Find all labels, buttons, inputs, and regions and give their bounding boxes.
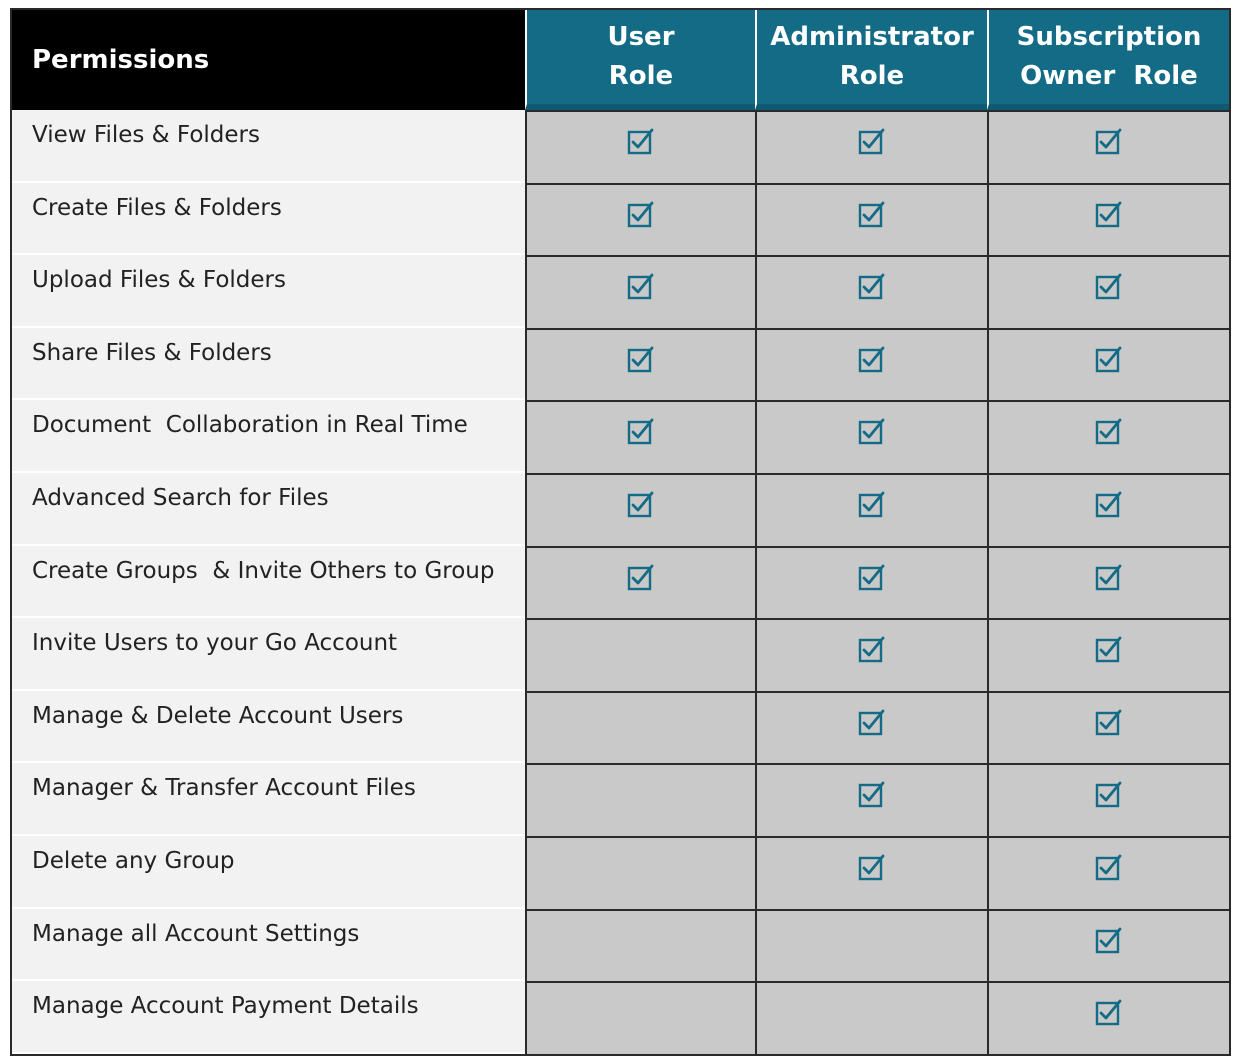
administrator-role-header-line1: Administrator: [770, 22, 974, 52]
user-role-cell: [525, 255, 755, 328]
permission-label: Share Files & Folders: [12, 328, 525, 401]
checked-box-icon: [627, 272, 655, 300]
permission-label: Document Collaboration in Real Time: [12, 400, 525, 473]
owner-role-cell: [987, 255, 1229, 328]
admin-role-cell: [755, 618, 987, 691]
checked-box-icon: [627, 417, 655, 445]
checked-box-icon: [627, 200, 655, 228]
checked-box-icon: [858, 272, 886, 300]
checked-box-icon: [1095, 417, 1123, 445]
user-role-header-line1: User: [607, 22, 675, 52]
permission-label: Delete any Group: [12, 836, 525, 909]
admin-role-cell: [755, 981, 987, 1054]
owner-role-cell: [987, 909, 1229, 982]
owner-role-cell: [987, 183, 1229, 256]
checked-box-icon: [1095, 563, 1123, 591]
permission-label: View Files & Folders: [12, 110, 525, 183]
admin-role-cell: [755, 255, 987, 328]
checked-box-icon: [627, 127, 655, 155]
user-role-cell: [525, 546, 755, 619]
checked-box-icon: [1095, 998, 1123, 1026]
user-role-cell: [525, 981, 755, 1054]
checked-box-icon: [1095, 708, 1123, 736]
admin-role-cell: [755, 400, 987, 473]
permissions-table: [10, 8, 1231, 1056]
permission-label: Manage Account Payment Details: [12, 981, 525, 1054]
checked-box-icon: [1095, 200, 1123, 228]
admin-role-cell: [755, 473, 987, 546]
owner-role-cell: [987, 473, 1229, 546]
checked-box-icon: [1095, 780, 1123, 808]
user-role-cell: [525, 618, 755, 691]
admin-role-cell: [755, 328, 987, 401]
user-role-cell: [525, 763, 755, 836]
subscription-owner-role-header: [987, 10, 1229, 110]
checked-box-icon: [1095, 635, 1123, 663]
checked-box-icon: [627, 490, 655, 518]
owner-role-cell: [987, 400, 1229, 473]
user-role-cell: [525, 473, 755, 546]
user-role-cell: [525, 183, 755, 256]
subscription-owner-role-header-line1: Subscription: [1016, 22, 1202, 52]
permission-label: Manage & Delete Account Users: [12, 691, 525, 764]
user-role-cell: [525, 691, 755, 764]
checked-box-icon: [858, 490, 886, 518]
admin-role-cell: [755, 546, 987, 619]
admin-role-cell: [755, 909, 987, 982]
permission-label: Create Groups & Invite Others to Group: [12, 546, 525, 619]
permission-label: Advanced Search for Files: [12, 473, 525, 546]
checked-box-icon: [858, 345, 886, 373]
user-role-cell: [525, 328, 755, 401]
checked-box-icon: [627, 563, 655, 591]
owner-role-cell: [987, 763, 1229, 836]
permissions-header: Permissions: [12, 10, 525, 110]
checked-box-icon: [858, 853, 886, 881]
checked-box-icon: [858, 635, 886, 663]
checked-box-icon: [627, 345, 655, 373]
checked-box-icon: [1095, 127, 1123, 155]
admin-role-cell: [755, 691, 987, 764]
permission-label: Upload Files & Folders: [12, 255, 525, 328]
owner-role-cell: [987, 618, 1229, 691]
owner-role-cell: [987, 328, 1229, 401]
checked-box-icon: [858, 780, 886, 808]
permission-label: Create Files & Folders: [12, 183, 525, 256]
owner-role-cell: [987, 546, 1229, 619]
user-role-cell: [525, 110, 755, 183]
admin-role-cell: [755, 183, 987, 256]
checked-box-icon: [1095, 345, 1123, 373]
permission-label: Invite Users to your Go Account: [12, 618, 525, 691]
owner-role-cell: [987, 836, 1229, 909]
admin-role-cell: [755, 763, 987, 836]
owner-role-cell: [987, 110, 1229, 183]
user-role-cell: [525, 400, 755, 473]
user-role-header: [525, 10, 755, 110]
checked-box-icon: [1095, 853, 1123, 881]
checked-box-icon: [1095, 490, 1123, 518]
user-role-header-line2: Role: [608, 61, 674, 91]
permission-label: Manage all Account Settings: [12, 909, 525, 982]
administrator-role-header: [755, 10, 987, 110]
checked-box-icon: [858, 200, 886, 228]
checked-box-icon: [858, 563, 886, 591]
admin-role-cell: [755, 110, 987, 183]
user-role-cell: [525, 909, 755, 982]
user-role-cell: [525, 836, 755, 909]
checked-box-icon: [858, 127, 886, 155]
checked-box-icon: [858, 417, 886, 445]
owner-role-cell: [987, 691, 1229, 764]
permission-label: Manager & Transfer Account Files: [12, 763, 525, 836]
checked-box-icon: [858, 708, 886, 736]
subscription-owner-role-header-line2: Owner Role: [1020, 61, 1198, 91]
checked-box-icon: [1095, 272, 1123, 300]
checked-box-icon: [1095, 926, 1123, 954]
admin-role-cell: [755, 836, 987, 909]
owner-role-cell: [987, 981, 1229, 1054]
administrator-role-header-line2: Role: [839, 61, 905, 91]
